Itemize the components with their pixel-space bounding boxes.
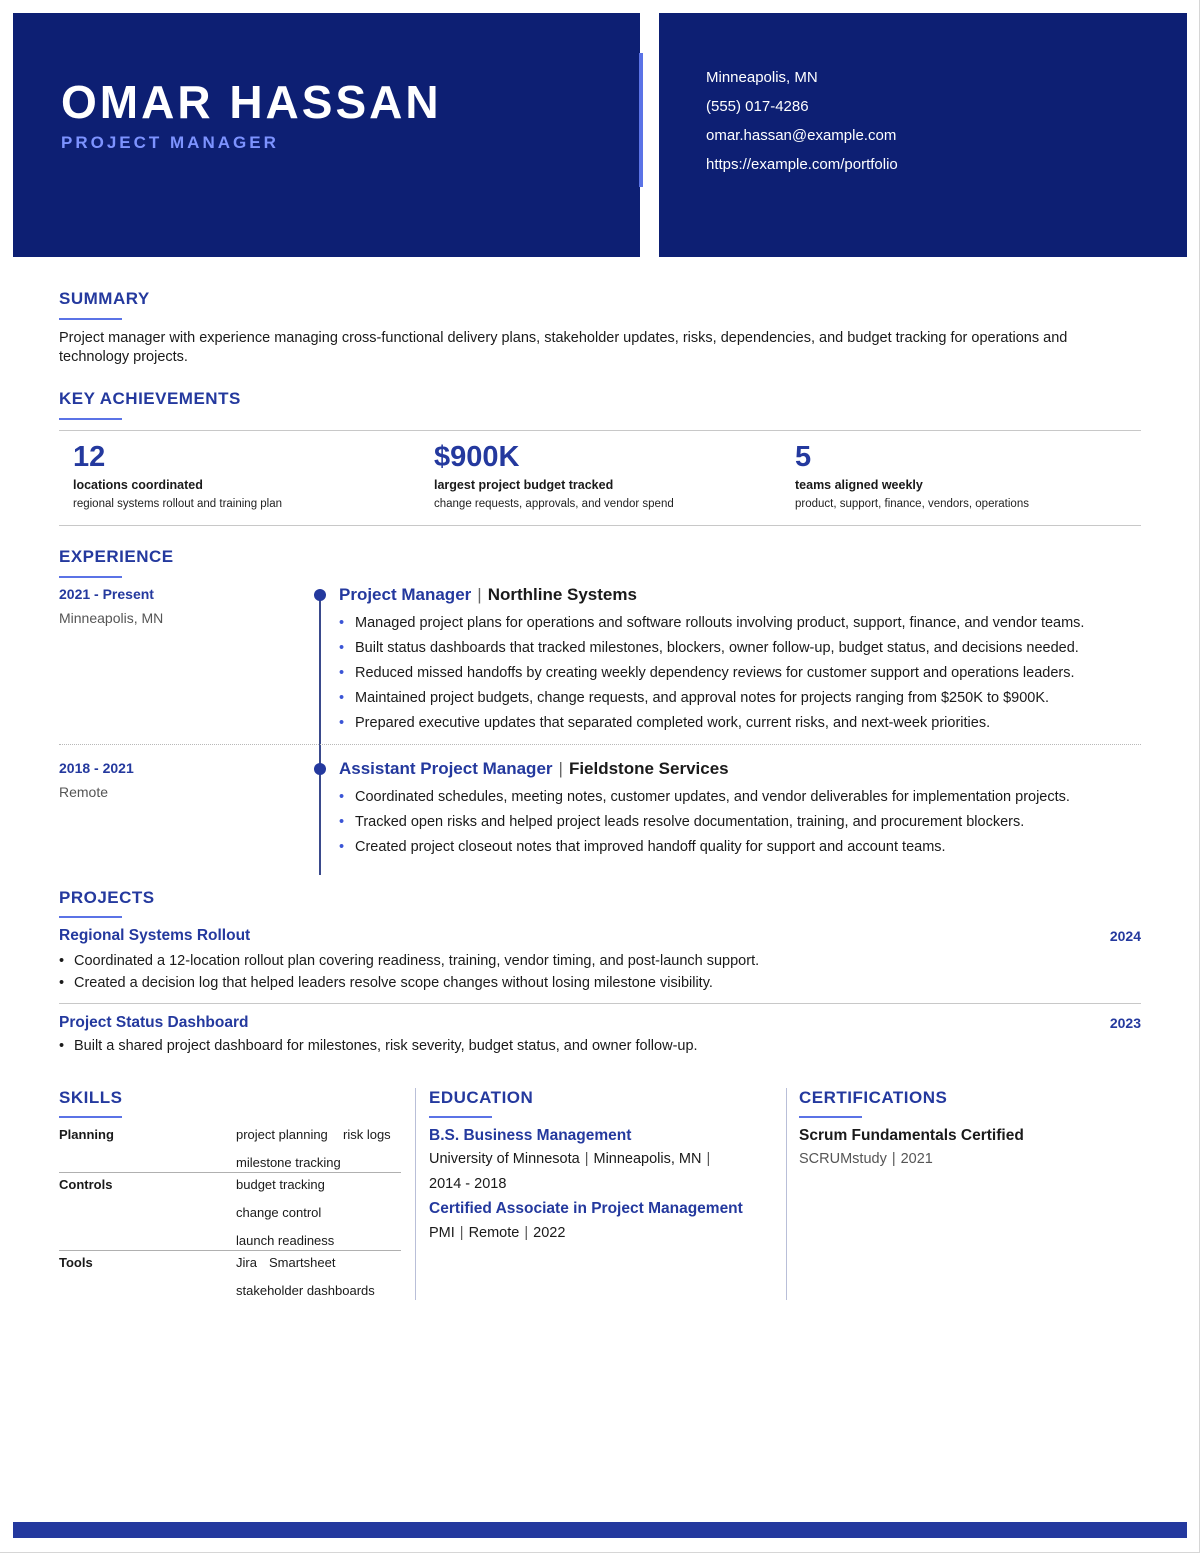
column-divider: [786, 1088, 787, 1300]
contact-email[interactable]: omar.hassan@example.com: [706, 127, 897, 144]
skill-tag: Jira: [236, 1255, 257, 1270]
achievements-top-rule: [59, 430, 1141, 431]
timeline-dot: [314, 763, 326, 775]
skill-tag: stakeholder dashboards: [236, 1283, 375, 1298]
column-divider: [415, 1088, 416, 1300]
list-item: • Tracked open risks and helped project leads resolve documentation, training, and procurement blockers.: [339, 810, 1070, 835]
contact-phone: (555) 017-4286: [706, 98, 809, 115]
header-accent-bar: [639, 53, 643, 187]
section-underline: [59, 318, 122, 320]
job-separator: |: [477, 585, 482, 604]
job-dates: 2021 - Present: [59, 586, 154, 602]
job-heading: [339, 759, 729, 779]
job-location: Remote: [59, 784, 109, 800]
footer-bar: [13, 1522, 1187, 1538]
skill-tag: milestone tracking: [236, 1155, 341, 1170]
education-school: PMI: [429, 1225, 455, 1241]
section-title-summary: SUMMARY: [59, 289, 150, 308]
timeline-dot: [314, 589, 326, 601]
list-item: • Maintained project budgets, change requests, and approval notes for projects ranging from $250K to $900K.: [339, 686, 1084, 711]
education-location: Minneapolis, MN: [593, 1151, 702, 1167]
candidate-name: OMAR HASSAN: [61, 76, 442, 128]
job-title: Project Manager: [339, 585, 472, 604]
list-item: • Created project closeout notes that improved handoff quality for support and account teams.: [339, 835, 1070, 860]
project-bullets: [59, 1035, 698, 1057]
achievement-card: [73, 440, 413, 510]
achievement-value: 12: [73, 441, 106, 473]
skill-divider: [59, 1172, 401, 1173]
separator: |: [891, 1151, 896, 1167]
education-school: University of Minnesota: [429, 1151, 580, 1167]
section-underline: [59, 1116, 122, 1118]
candidate-role: PROJECT MANAGER: [61, 133, 279, 152]
education-degree: Certified Associate in Project Management: [429, 1200, 743, 1217]
summary-text: Project manager with experience managing cross-functional delivery plans, stakeholder updates, risks, dependencies, and budget tracking for operations and technology projects.: [59, 330, 1068, 365]
list-item: • Managed project plans for operations and software rollouts involving product, support, finance, and vendor teams.: [339, 611, 1084, 636]
job-company: Fieldstone Services: [568, 759, 729, 778]
skill-tag: launch readiness: [236, 1233, 335, 1248]
achievement-value: 5: [795, 441, 812, 473]
project-year: 2024: [1109, 928, 1141, 944]
separator: |: [706, 1151, 711, 1167]
job-bullets: [339, 611, 1084, 736]
education-dates: 2022: [533, 1225, 566, 1241]
certification-issuer: SCRUMstudy: [799, 1151, 887, 1167]
separator: |: [584, 1151, 589, 1167]
education-location: Remote: [468, 1225, 520, 1241]
achievement-card: [434, 440, 774, 510]
skill-tag: change control: [236, 1205, 322, 1220]
achievement-card: [795, 440, 1135, 510]
achievement-label: locations coordinated: [73, 478, 203, 492]
skill-category: Tools: [59, 1255, 93, 1270]
experience-timeline: [319, 592, 321, 875]
separator: |: [459, 1225, 464, 1241]
contact-website[interactable]: https://example.com/portfolio: [706, 156, 898, 173]
section-title-certifications: CERTIFICATIONS: [799, 1088, 948, 1107]
achievement-description: change requests, approvals, and vendor spend: [434, 498, 674, 510]
section-title-projects: PROJECTS: [59, 888, 155, 907]
list-item: • Built status dashboards that tracked milestones, blockers, owner follow-up, budget status, and decisions needed.: [339, 636, 1084, 661]
job-separator: |: [558, 759, 563, 778]
job-company: Northline Systems: [487, 585, 637, 604]
section-title-skills: SKILLS: [59, 1088, 123, 1107]
job-heading: [339, 585, 637, 605]
project-divider: [59, 1003, 1141, 1004]
certification-name: Scrum Fundamentals Certified: [799, 1127, 1024, 1144]
list-item: • Coordinated schedules, meeting notes, customer updates, and vendor deliverables for implementation projects.: [339, 785, 1070, 810]
job-location: Minneapolis, MN: [59, 610, 164, 626]
section-underline: [429, 1116, 492, 1118]
list-item: • Built a shared project dashboard for milestones, risk severity, budget status, and owner follow-up.: [59, 1035, 698, 1057]
section-underline: [799, 1116, 862, 1118]
section-underline: [59, 576, 122, 578]
certification-year: 2021: [900, 1151, 933, 1167]
job-dates: 2018 - 2021: [59, 760, 134, 776]
list-item: • Prepared executive updates that separated completed work, current risks, and next-week priorities.: [339, 711, 1084, 736]
separator: |: [524, 1225, 529, 1241]
job-divider: [59, 744, 1141, 745]
skill-tag: project planning: [236, 1127, 328, 1142]
header-contact-panel: [659, 13, 1187, 257]
project-name: Project Status Dashboard: [59, 1014, 249, 1031]
job-title: Assistant Project Manager: [339, 759, 553, 778]
skill-category: Controls: [59, 1177, 113, 1192]
achievement-label: largest project budget tracked: [434, 478, 614, 492]
header-name-panel: [13, 13, 640, 257]
section-title-achievements: KEY ACHIEVEMENTS: [59, 389, 241, 408]
achievements-bottom-rule: [59, 525, 1141, 526]
achievement-value: $900K: [434, 441, 520, 473]
skill-tag: risk logs: [343, 1127, 391, 1142]
education-degree: B.S. Business Management: [429, 1127, 632, 1144]
section-underline: [59, 916, 122, 918]
skill-tag: budget tracking: [236, 1177, 325, 1192]
education-details: [429, 1225, 565, 1241]
list-item: • Created a decision log that helped leaders resolve scope changes without losing milestone visibility.: [59, 972, 759, 994]
skill-category: Planning: [59, 1127, 114, 1142]
certification-details: [799, 1151, 933, 1167]
education-dates: 2014 - 2018: [429, 1176, 507, 1192]
education-details: [429, 1151, 715, 1167]
section-title-education: EDUCATION: [429, 1088, 534, 1107]
project-year: 2023: [1109, 1015, 1141, 1031]
achievement-description: regional systems rollout and training plan: [73, 498, 283, 510]
list-item: • Coordinated a 12-location rollout plan covering readiness, training, vendor timing, and post-launch support.: [59, 950, 759, 972]
achievement-label: teams aligned weekly: [795, 478, 923, 492]
achievement-description: product, support, finance, vendors, operations: [795, 498, 1029, 510]
skill-divider: [59, 1250, 401, 1251]
section-underline: [59, 418, 122, 420]
contact-location: Minneapolis, MN: [706, 69, 818, 86]
section-title-experience: EXPERIENCE: [59, 547, 174, 566]
list-item: • Reduced missed handoffs by creating weekly dependency reviews for customer support and operations leaders.: [339, 661, 1084, 686]
project-bullets: [59, 950, 759, 994]
job-bullets: [339, 785, 1070, 860]
project-name: Regional Systems Rollout: [59, 927, 251, 944]
contact-list: [706, 63, 898, 179]
skill-tag: Smartsheet: [269, 1255, 336, 1270]
